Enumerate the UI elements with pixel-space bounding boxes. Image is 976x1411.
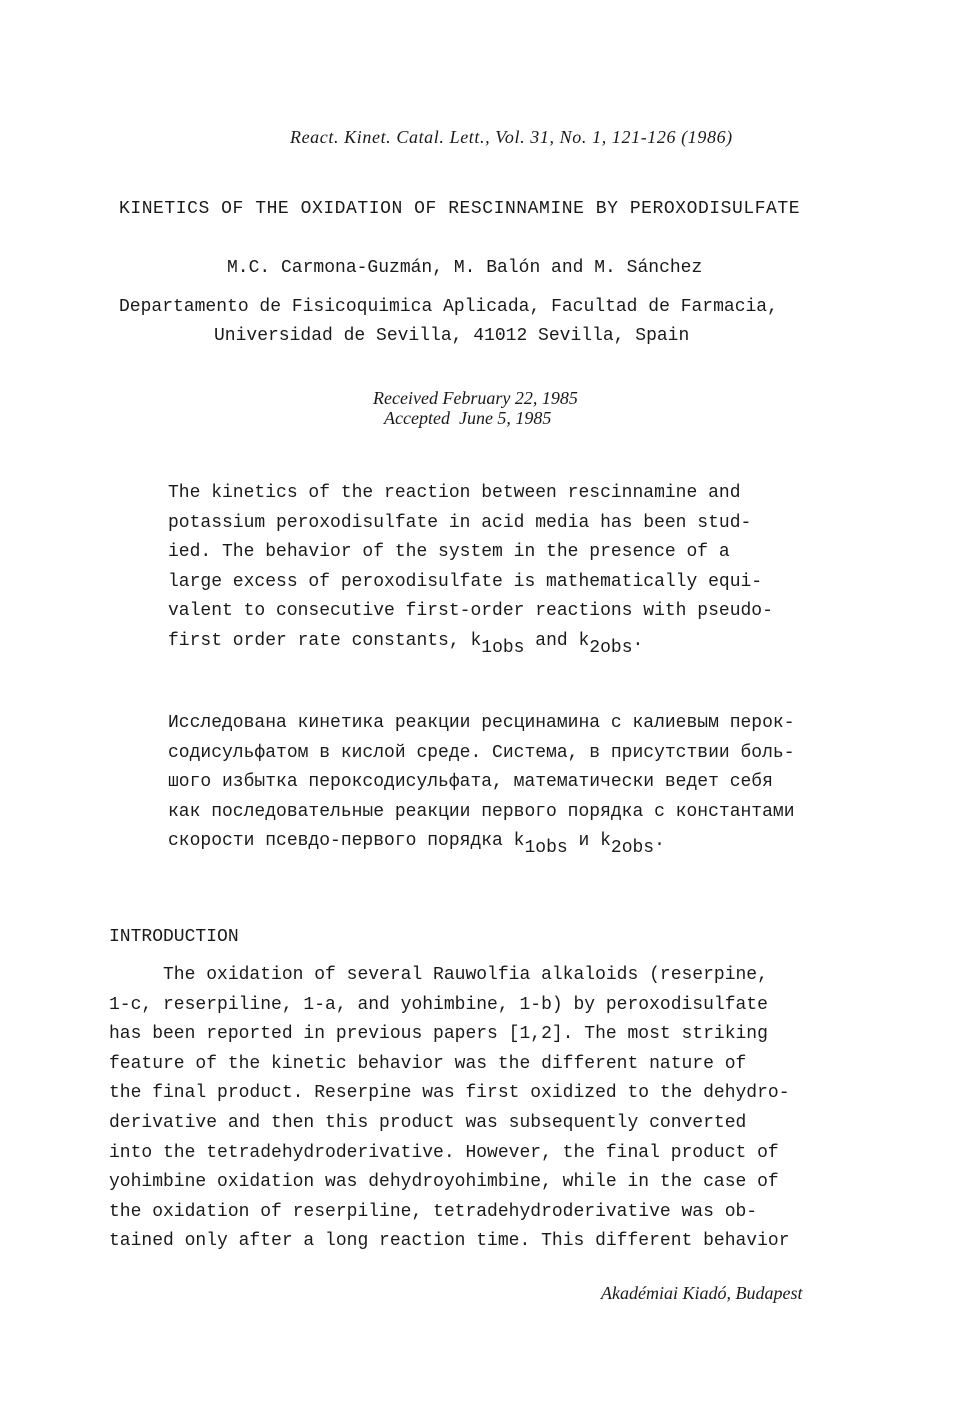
body-line: feature of the kinetic behavior was the different nature of [109, 1053, 747, 1074]
abstract-line: The kinetics of the reaction between rescinnamine and [168, 483, 741, 503]
body-line: tained only after a long reaction time. This different behavior [109, 1231, 790, 1252]
rate-constant-subscript: 1obs [481, 637, 525, 658]
abstract-line: Исследована кинетика реакции ресцинамина с калиевым перок- [168, 713, 795, 733]
affiliation-line-2: Universidad de Sevilla, 41012 Sevilla, Spain [214, 326, 690, 346]
abstract-line: содисульфатом в кислой среде. Система, в присутствии боль- [168, 742, 795, 763]
body-line: the oxidation of reserpiline, tetradehydroderivative was ob- [109, 1201, 758, 1222]
body-line: into the tetradehydroderivative. However, the final product of [109, 1142, 779, 1163]
abstract-text: . [654, 831, 665, 852]
body-line: yohimbine oxidation was dehydroyohimbine, while in the case of [109, 1172, 779, 1193]
body-line: 1-c, reserpiline, 1-a, and yohimbine, 1-b) by peroxodisulfate [109, 994, 768, 1015]
body-line: the final product. Reserpine was first oxidized to the dehydro- [109, 1083, 790, 1104]
authors: M.C. Carmona-Guzmán, M. Balón and M. Sánchez [227, 258, 703, 278]
abstract-text: and k [524, 630, 590, 651]
abstract-line: potassium peroxodisulfate in acid media has been stud- [168, 512, 752, 533]
abstract-line-last [168, 827, 795, 857]
body-line: The oxidation of several Rauwolfia alkaloids (reserpine, [109, 965, 768, 985]
abstract-line-last [168, 627, 773, 657]
abstract-english [168, 479, 773, 657]
publisher-footer: Akadémiai Kiadó, Budapest [601, 1283, 803, 1303]
body-line: derivative and then this product was subsequently converted [109, 1112, 747, 1133]
abstract-text: first order rate constants, k [168, 630, 482, 651]
section-heading-introduction: INTRODUCTION [109, 927, 239, 947]
abstract-russian [168, 709, 795, 857]
body-line: has been reported in previous papers [1,2]. The most striking [109, 1024, 768, 1045]
rate-constant-subscript: 2obs [589, 637, 633, 658]
received-date: Received February 22, 1985 [373, 388, 578, 408]
accepted-date: Accepted June 5, 1985 [384, 408, 552, 428]
abstract-line: шого избытка пероксодисульфата, математически ведет себя [168, 772, 773, 793]
abstract-line: ied. The behavior of the system in the presence of a [168, 542, 730, 563]
abstract-line: valent to consecutive first-order reactions with pseudo- [168, 601, 773, 622]
abstract-line: как последовательные реакции первого порядка с константами [168, 801, 795, 822]
abstract-text: и k [567, 831, 611, 852]
affiliation-line-1: Departamento de Fisicoquimica Aplicada, Facultad de Farmacia, [119, 297, 778, 317]
introduction-body [109, 961, 790, 1257]
abstract-text: . [632, 630, 644, 651]
journal-citation: React. Kinet. Catal. Lett., Vol. 31, No. 1, 121-126 (1986) [290, 127, 733, 147]
abstract-line: large excess of peroxodisulfate is mathematically equi- [168, 571, 763, 592]
abstract-text: скорости псевдо-первого порядка k [168, 831, 525, 852]
rate-constant-subscript: 1obs [524, 838, 568, 859]
rate-constant-subscript: 2obs [610, 838, 655, 859]
article-title: KINETICS OF THE OXIDATION OF RESCINNAMINE BY PEROXODISULFATE [119, 199, 801, 219]
